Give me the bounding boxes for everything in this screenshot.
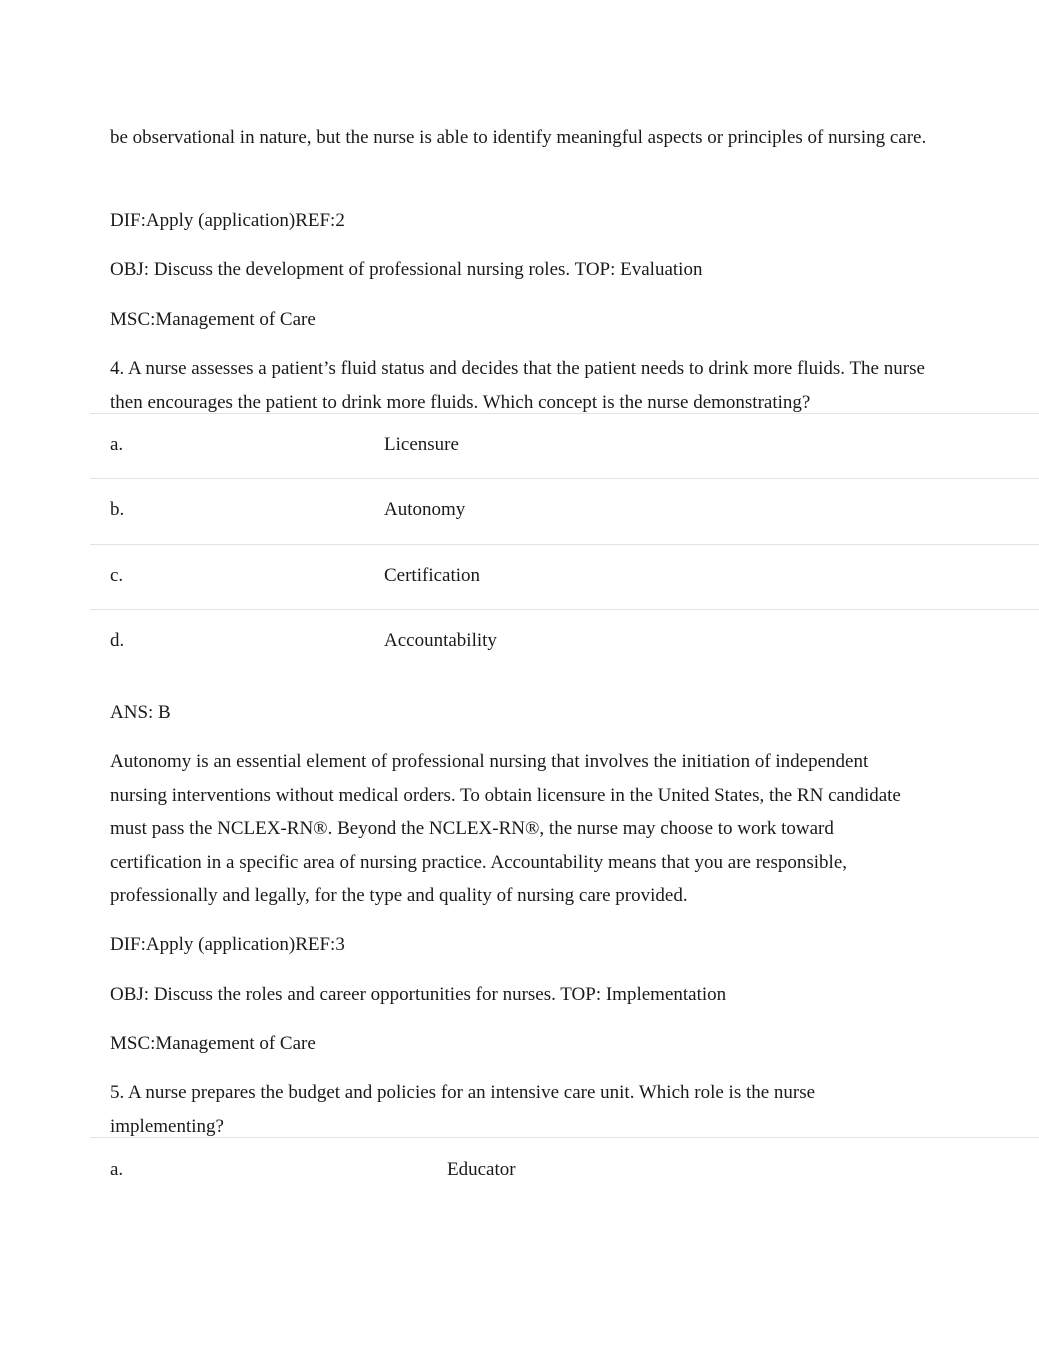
continuation-text: be observational in nature, but the nurse is able to identify meaningful aspects or principles of nursing care. [110, 127, 927, 148]
q3-msc: MSC:Management of Care [110, 309, 316, 330]
option-letter: c. [110, 565, 124, 586]
divider [90, 609, 1039, 610]
q4-rationale: Autonomy is an essential element of professional nursing that involves the initiation of independent nursing interventions without medical orders. To obtain licensure in the United States, the RN candidate must pass the NCLEX-RN®. Beyond the NCLEX-RN®, the nurse may choose to work toward certification in a specific area of nursing practice. Accountability means that you are responsible, professionally and legally, for the type and quality of nursing care provided. [110, 751, 901, 906]
q4-answer: ANS: B [110, 702, 171, 723]
divider [90, 1137, 1039, 1138]
q4-dif-ref: DIF:Apply (application)REF:3 [110, 934, 345, 955]
option-letter: a. [110, 1159, 124, 1180]
divider [90, 478, 1039, 479]
option-text: Licensure [384, 434, 459, 455]
q4-objective: OBJ: Discuss the roles and career opportunities for nurses. TOP: Implementation [110, 984, 727, 1005]
option-text: Educator [447, 1159, 516, 1180]
option-text: Certification [384, 565, 481, 586]
option-letter: d. [110, 630, 125, 651]
option-text: Autonomy [384, 499, 466, 520]
option-text: Accountability [384, 630, 497, 651]
q4-msc: MSC:Management of Care [110, 1033, 316, 1054]
option-letter: b. [110, 499, 125, 520]
q4-stem: 4. A nurse assesses a patient’s fluid status and decides that the patient needs to drink more fluids. The nurse then encourages the patient to drink more fluids. Which concept is the nurse demonstrating? [110, 358, 925, 413]
q3-dif-ref: DIF:Apply (application)REF:2 [110, 210, 345, 231]
option-letter: a. [110, 434, 124, 455]
q5-stem: 5. A nurse prepares the budget and policies for an intensive care unit. Which role is the nurse implementing? [110, 1082, 816, 1137]
divider [90, 413, 1039, 414]
divider [90, 544, 1039, 545]
q3-objective: OBJ: Discuss the development of professional nursing roles. TOP: Evaluation [110, 259, 703, 280]
